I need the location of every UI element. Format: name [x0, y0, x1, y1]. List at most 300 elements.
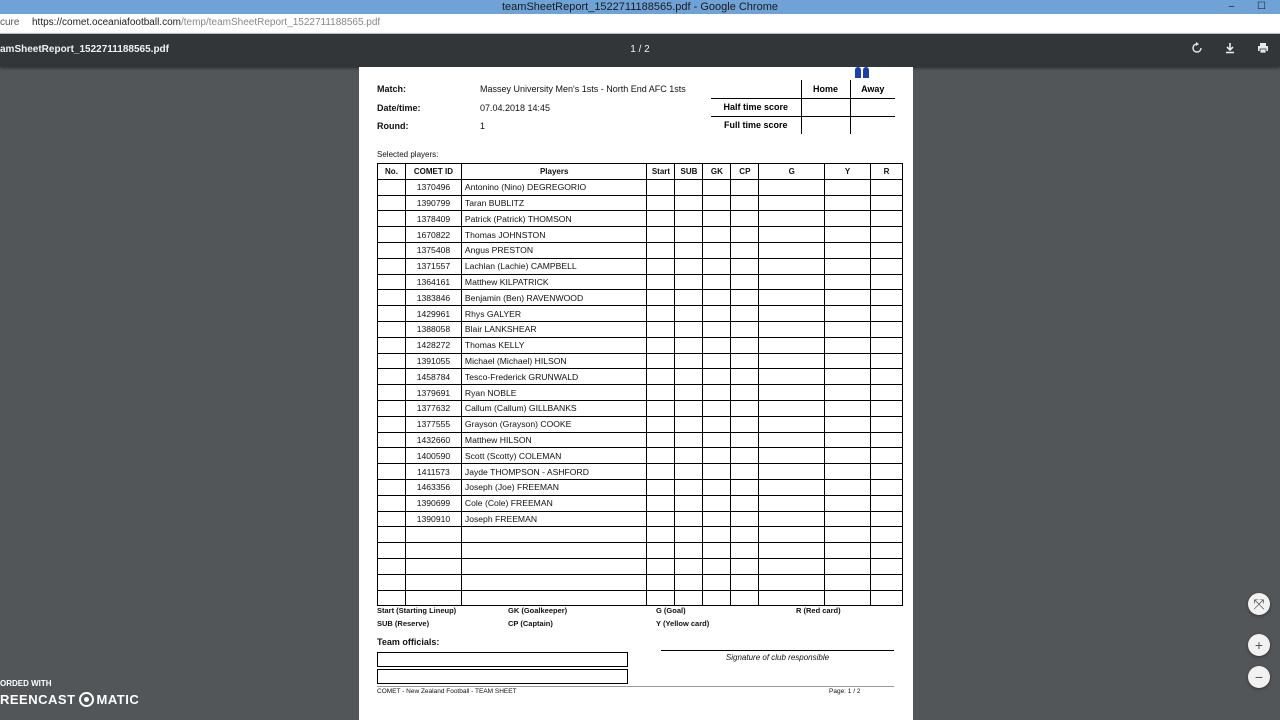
empty-cell: [871, 337, 903, 353]
empty-cell: [647, 242, 675, 258]
empty-cell: [871, 211, 903, 227]
empty-cell: [759, 511, 825, 527]
empty-cell: [703, 574, 731, 590]
empty-cell: [825, 353, 871, 369]
table-row: [378, 369, 903, 385]
security-indicator[interactable]: cure: [0, 17, 20, 28]
window-controls[interactable]: – ☐: [1228, 1, 1276, 12]
empty-cell: [647, 353, 675, 369]
empty-cell: [675, 290, 703, 306]
empty-cell: [871, 416, 903, 432]
page-counter: 1 / 2: [630, 44, 650, 55]
empty-cell: [825, 448, 871, 464]
datetime-value: 07.04.2018 14:45: [480, 103, 551, 113]
empty-cell: [871, 353, 903, 369]
empty-cell: [647, 558, 675, 574]
empty-cell: [731, 290, 759, 306]
empty-cell: [731, 337, 759, 353]
table-row: [378, 211, 903, 227]
player-no: [378, 195, 406, 211]
empty-cell: [871, 179, 903, 195]
table-row: [378, 511, 903, 527]
empty-cell: [759, 179, 825, 195]
empty-cell: [731, 558, 759, 574]
empty-cell: [759, 242, 825, 258]
empty-cell: [675, 385, 703, 401]
empty-cell: [675, 543, 703, 559]
empty-cell: [647, 511, 675, 527]
fit-to-page-button[interactable]: [1248, 593, 1270, 615]
empty-cell: [731, 527, 759, 543]
empty-cell: [731, 321, 759, 337]
empty-cell: [759, 369, 825, 385]
empty-cell: [731, 179, 759, 195]
empty-cell: [871, 495, 903, 511]
empty-cell: [675, 590, 703, 606]
col-no: No.: [378, 164, 406, 180]
empty-cell: [647, 416, 675, 432]
player-no: [378, 416, 406, 432]
empty-cell: [825, 258, 871, 274]
empty-cell: [703, 337, 731, 353]
match-value: Massey University Men's 1sts - North End AFC 1sts: [480, 84, 686, 94]
footer-divider: [377, 686, 894, 687]
player-name: Thomas KELLY: [461, 337, 647, 353]
half-time-home: [801, 98, 850, 116]
footer-page: Page: 1 / 2: [829, 688, 861, 695]
empty-cell: [647, 448, 675, 464]
empty-cell: [731, 306, 759, 322]
empty-cell: [703, 290, 731, 306]
empty-cell: [647, 385, 675, 401]
empty-cell: [759, 590, 825, 606]
empty-cell: [675, 464, 703, 480]
empty-cell: [647, 574, 675, 590]
player-no: [378, 290, 406, 306]
empty-cell: [825, 369, 871, 385]
empty-cell: [647, 179, 675, 195]
player-name: Scott (Scotty) COLEMAN: [461, 448, 647, 464]
empty-cell: [759, 337, 825, 353]
full-time-home: [801, 116, 850, 134]
table-row: [378, 400, 903, 416]
empty-cell: [703, 479, 731, 495]
url-path: /temp/teamSheetReport_1522711188565.pdf: [180, 17, 381, 28]
player-no: [378, 369, 406, 385]
player-name: Matthew HILSON: [461, 432, 647, 448]
empty-cell: [825, 432, 871, 448]
empty-cell: [675, 574, 703, 590]
home-header: Home: [801, 80, 850, 98]
legend-start: Start (Starting Lineup): [377, 606, 457, 615]
empty-cell: [378, 590, 406, 606]
table-row: [378, 495, 903, 511]
empty-cell: [703, 527, 731, 543]
table-row: [378, 479, 903, 495]
empty-cell: [731, 543, 759, 559]
empty-cell: [871, 369, 903, 385]
empty-cell: [675, 479, 703, 495]
player-id: 1378409: [405, 211, 461, 227]
empty-cell: [871, 195, 903, 211]
empty-cell: [647, 369, 675, 385]
empty-cell: [703, 369, 731, 385]
col-gk: GK: [703, 164, 731, 180]
player-id: 1364161: [405, 274, 461, 290]
empty-cell: [703, 227, 731, 243]
plus-icon: +: [1254, 637, 1264, 653]
empty-cell: [461, 574, 647, 590]
watermark-line1: ORDED WITH: [0, 679, 52, 688]
empty-cell: [871, 479, 903, 495]
empty-cell: [825, 321, 871, 337]
player-name: Cole (Cole) FREEMAN: [461, 495, 647, 511]
empty-cell: [871, 258, 903, 274]
empty-cell: [703, 274, 731, 290]
empty-cell: [703, 464, 731, 480]
empty-cell: [825, 306, 871, 322]
empty-cell: [731, 385, 759, 401]
empty-cell: [759, 306, 825, 322]
player-name: Benjamin (Ben) RAVENWOOD: [461, 290, 647, 306]
empty-cell: [759, 211, 825, 227]
download-icon[interactable]: [1222, 42, 1238, 58]
empty-cell: [675, 416, 703, 432]
empty-cell: [647, 590, 675, 606]
empty-cell: [759, 479, 825, 495]
empty-cell: [731, 590, 759, 606]
empty-cell: [675, 179, 703, 195]
table-row: [378, 416, 903, 432]
empty-row: [378, 527, 903, 543]
player-no: [378, 258, 406, 274]
player-name: Joseph FREEMAN: [461, 511, 647, 527]
player-id: 1390910: [405, 511, 461, 527]
empty-cell: [675, 495, 703, 511]
empty-cell: [675, 274, 703, 290]
empty-cell: [647, 495, 675, 511]
empty-cell: [675, 558, 703, 574]
empty-cell: [871, 432, 903, 448]
player-id: 1370496: [405, 179, 461, 195]
empty-cell: [647, 290, 675, 306]
player-name: Taran BUBLITZ: [461, 195, 647, 211]
col-y: Y: [825, 164, 871, 180]
legend-r: R (Red card): [796, 606, 841, 615]
player-name: Thomas JOHNSTON: [461, 227, 647, 243]
empty-cell: [675, 306, 703, 322]
empty-cell: [759, 400, 825, 416]
empty-cell: [731, 258, 759, 274]
empty-cell: [647, 306, 675, 322]
empty-cell: [871, 464, 903, 480]
empty-cell: [825, 543, 871, 559]
player-id: 1390699: [405, 495, 461, 511]
empty-cell: [703, 558, 731, 574]
empty-cell: [731, 227, 759, 243]
empty-cell: [871, 558, 903, 574]
player-no: [378, 385, 406, 401]
empty-cell: [405, 543, 461, 559]
player-id: 1377632: [405, 400, 461, 416]
empty-cell: [703, 179, 731, 195]
empty-cell: [731, 242, 759, 258]
player-name: Tesco-Frederick GRUNWALD: [461, 369, 647, 385]
empty-cell: [871, 543, 903, 559]
empty-cell: [405, 590, 461, 606]
half-time-label: Half time score: [711, 98, 801, 116]
player-name: Patrick (Patrick) THOMSON: [461, 211, 647, 227]
player-id: 1391055: [405, 353, 461, 369]
player-id: 1458784: [405, 369, 461, 385]
empty-cell: [731, 511, 759, 527]
url-text[interactable]: [32, 17, 380, 28]
table-row: [378, 290, 903, 306]
empty-cell: [461, 590, 647, 606]
empty-cell: [759, 385, 825, 401]
half-time-away: [850, 98, 895, 116]
empty-cell: [731, 274, 759, 290]
players-table: [377, 163, 903, 606]
player-no: [378, 274, 406, 290]
empty-cell: [647, 464, 675, 480]
empty-cell: [731, 574, 759, 590]
empty-cell: [647, 527, 675, 543]
score-table: [711, 80, 895, 134]
minus-icon: −: [1254, 669, 1264, 685]
table-row: [378, 242, 903, 258]
empty-cell: [825, 385, 871, 401]
players-body: [378, 179, 903, 606]
legend-sub: SUB (Reserve): [377, 619, 430, 628]
empty-cell: [703, 306, 731, 322]
empty-cell: [703, 511, 731, 527]
empty-cell: [825, 179, 871, 195]
player-id: 1463356: [405, 479, 461, 495]
empty-cell: [647, 400, 675, 416]
player-id: 1383846: [405, 290, 461, 306]
full-time-away: [850, 116, 895, 134]
empty-cell: [871, 274, 903, 290]
empty-cell: [703, 590, 731, 606]
empty-cell: [759, 195, 825, 211]
legend-y: Y (Yellow card): [656, 619, 710, 628]
player-name: Blair LANKSHEAR: [461, 321, 647, 337]
url-host: https://comet.oceaniafootball.com: [32, 17, 181, 28]
empty-cell: [703, 211, 731, 227]
empty-cell: [647, 432, 675, 448]
empty-cell: [703, 353, 731, 369]
window-title: teamSheetReport_1522711188565.pdf - Google Chrome: [501, 1, 778, 13]
table-row: [378, 432, 903, 448]
table-row: [378, 274, 903, 290]
empty-cell: [825, 337, 871, 353]
empty-cell: [703, 195, 731, 211]
player-name: Michael (Michael) HILSON: [461, 353, 647, 369]
empty-cell: [675, 258, 703, 274]
empty-cell: [825, 416, 871, 432]
player-name: Matthew KILPATRICK: [461, 274, 647, 290]
empty-cell: [461, 527, 647, 543]
empty-cell: [871, 590, 903, 606]
table-row: [378, 337, 903, 353]
empty-cell: [871, 385, 903, 401]
player-no: [378, 353, 406, 369]
empty-cell: [405, 574, 461, 590]
empty-cell: [647, 195, 675, 211]
empty-cell: [703, 400, 731, 416]
empty-row: [378, 574, 903, 590]
player-name: Callum (Callum) GILLBANKS: [461, 400, 647, 416]
print-icon[interactable]: [1255, 42, 1271, 58]
watermark-part1: REENCAST: [0, 692, 76, 707]
empty-cell: [871, 448, 903, 464]
empty-cell: [703, 543, 731, 559]
zoom-in-button[interactable]: [1248, 634, 1270, 656]
empty-cell: [378, 527, 406, 543]
empty-row: [378, 590, 903, 606]
table-row: [378, 448, 903, 464]
empty-cell: [871, 306, 903, 322]
empty-cell: [731, 432, 759, 448]
empty-cell: [871, 400, 903, 416]
player-no: [378, 211, 406, 227]
player-id: 1371557: [405, 258, 461, 274]
player-id: 1400590: [405, 448, 461, 464]
player-id: 1379691: [405, 385, 461, 401]
empty-cell: [703, 242, 731, 258]
empty-cell: [647, 211, 675, 227]
table-row: [378, 258, 903, 274]
col-g: G: [759, 164, 825, 180]
legend-cp: CP (Captain): [508, 619, 553, 628]
empty-cell: [825, 195, 871, 211]
empty-cell: [871, 511, 903, 527]
player-no: [378, 448, 406, 464]
col-comet-id: COMET ID: [405, 164, 461, 180]
empty-cell: [405, 558, 461, 574]
player-id: 1428272: [405, 337, 461, 353]
empty-row: [378, 543, 903, 559]
empty-cell: [703, 385, 731, 401]
empty-cell: [703, 321, 731, 337]
official-box-1: [377, 652, 628, 667]
empty-cell: [759, 527, 825, 543]
empty-cell: [731, 448, 759, 464]
round-label: Round:: [377, 121, 409, 131]
empty-cell: [675, 242, 703, 258]
legend-gk: GK (Goalkeeper): [508, 606, 568, 615]
empty-cell: [759, 448, 825, 464]
player-no: [378, 464, 406, 480]
empty-cell: [825, 290, 871, 306]
empty-cell: [675, 432, 703, 448]
table-row: [378, 353, 903, 369]
empty-cell: [731, 416, 759, 432]
player-no: [378, 321, 406, 337]
empty-cell: [759, 353, 825, 369]
col-start: Start: [647, 164, 675, 180]
player-no: [378, 400, 406, 416]
away-header: Away: [850, 80, 895, 98]
empty-cell: [759, 574, 825, 590]
player-id: 1411573: [405, 464, 461, 480]
player-id: 1432660: [405, 432, 461, 448]
player-id: 1429961: [405, 306, 461, 322]
empty-cell: [378, 558, 406, 574]
player-id: 1375408: [405, 242, 461, 258]
empty-cell: [378, 543, 406, 559]
empty-cell: [647, 227, 675, 243]
table-row: [378, 195, 903, 211]
empty-cell: [759, 464, 825, 480]
empty-cell: [871, 321, 903, 337]
player-name: Joseph (Joe) FREEMAN: [461, 479, 647, 495]
empty-cell: [871, 527, 903, 543]
selected-players-label: Selected players:: [377, 150, 439, 159]
empty-cell: [825, 227, 871, 243]
col-players: Players: [461, 164, 647, 180]
empty-cell: [825, 479, 871, 495]
empty-cell: [825, 495, 871, 511]
empty-cell: [731, 479, 759, 495]
empty-cell: [461, 558, 647, 574]
empty-cell: [871, 574, 903, 590]
empty-cell: [759, 495, 825, 511]
player-name: Rhys GALYER: [461, 306, 647, 322]
table-row: [378, 306, 903, 322]
empty-cell: [647, 321, 675, 337]
player-no: [378, 306, 406, 322]
watermark-logo: [0, 692, 139, 707]
empty-cell: [825, 574, 871, 590]
player-id: 1377555: [405, 416, 461, 432]
table-row: [378, 464, 903, 480]
empty-cell: [871, 290, 903, 306]
player-id: 1670822: [405, 227, 461, 243]
address-bar[interactable]: [0, 14, 1280, 34]
empty-cell: [759, 543, 825, 559]
empty-cell: [675, 211, 703, 227]
empty-cell: [647, 258, 675, 274]
pdf-page: [359, 67, 913, 720]
empty-cell: [675, 511, 703, 527]
empty-cell: [759, 558, 825, 574]
empty-cell: [675, 195, 703, 211]
pdf-toolbar: [0, 34, 1280, 67]
fit-icon: ⤧: [1253, 596, 1265, 612]
player-name: Angus PRESTON: [461, 242, 647, 258]
empty-cell: [759, 321, 825, 337]
watermark-part2: MATIC: [96, 692, 140, 707]
empty-cell: [731, 495, 759, 511]
rotate-icon[interactable]: [1189, 42, 1205, 58]
col-cp: CP: [731, 164, 759, 180]
player-name: Grayson (Grayson) COOKE: [461, 416, 647, 432]
empty-cell: [731, 211, 759, 227]
player-id: 1388058: [405, 321, 461, 337]
empty-cell: [759, 274, 825, 290]
empty-cell: [703, 448, 731, 464]
player-no: [378, 511, 406, 527]
empty-cell: [825, 511, 871, 527]
empty-cell: [825, 590, 871, 606]
empty-cell: [731, 353, 759, 369]
empty-cell: [675, 227, 703, 243]
zoom-out-button[interactable]: [1248, 666, 1270, 688]
player-no: [378, 179, 406, 195]
empty-cell: [731, 400, 759, 416]
